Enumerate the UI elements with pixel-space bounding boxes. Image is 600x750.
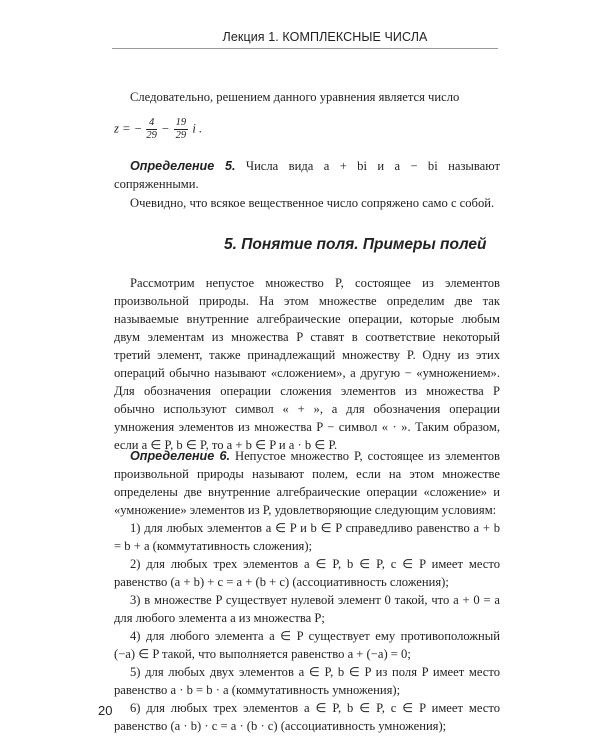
section-title: 5. Понятие поля. Примеры полей — [224, 236, 487, 253]
fraction-2-denominator: 29 — [175, 130, 187, 141]
fraction-2-numerator: 19 — [175, 117, 187, 128]
main-paragraph: Рассмотрим непустое множество P, состоящее из элементов произвольной природы. На этом множестве определим две так называемые внутренние алгебраические операции, которые любым двум элементам из множества P ставят в соответствие некоторый третий элемент, также принадлежащий множеству P. Одну из этих операций обычно называют «сложением», а другую − «умножением». Для обозначения операции сложения элементов из множества P обычно используют символ « + », а для обозначения операции умножения элементов из множества P − символ « · ». Таким образом, если a ∈ P, b ∈ P, то a + b ∈ P и a · b ∈ P. — [114, 276, 500, 452]
definition-6 — [114, 447, 500, 519]
formula-z — [114, 117, 202, 142]
intro-line: Следовательно, решением данного уравнения является число — [130, 90, 460, 104]
running-header: Лекция 1. КОМПЛЕКСНЫЕ ЧИСЛА — [222, 30, 428, 44]
definition-5 — [114, 157, 500, 193]
condition-2: 2) для любых трех элементов a ∈ P, b ∈ P, c ∈ P имеет место равенство (a + b) + c = a + (b + c) (ассоциативность сложения); — [114, 557, 500, 589]
formula-minus: − — [161, 121, 170, 136]
header-rule — [112, 48, 498, 49]
formula-tail: i . — [192, 121, 203, 136]
definition-5-body: Числа вида a + bi и a − bi называют сопряженными. — [114, 159, 500, 191]
definition-6-label: Определение 6. — [130, 449, 231, 463]
definition-5-label: Определение 5. — [130, 159, 236, 173]
fraction-1 — [146, 117, 157, 142]
condition-5: 5) для любых двух элементов a ∈ P, b ∈ P из поля P имеет место равенство a · b = b · a (коммутативность умножения); — [114, 665, 500, 697]
condition-3: 3) в множестве P существует нулевой элемент 0 такой, что a + 0 = a для любого элемента a из множества P; — [114, 593, 500, 625]
obvious-remark: Очевидно, что всякое вещественное число сопряжено само с собой. — [130, 196, 495, 210]
fraction-1-numerator: 4 — [146, 117, 157, 130]
fraction-2 — [174, 117, 189, 142]
condition-4: 4) для любого элемента a ∈ P существует ему противоположный (−a) ∈ P такой, что выполняется равенство a + (−a) = 0; — [114, 629, 500, 661]
condition-1: 1) для любых элементов a ∈ P и b ∈ P справедливо равенство a + b = b + a (коммутативность сложения); — [114, 521, 500, 553]
condition-6: 6) для любых трех элементов a ∈ P, b ∈ P, c ∈ P имеет место равенство (a · b) · c = a · (b · c) (ассоциативность умножения); — [114, 701, 500, 733]
definition-6-body: Непустое множество P, состоящее из элементов произвольной природы называют полем, если на этом множестве определены две внутренние алгебраические операции «сложение» и «умножение» элементов из P, удовлетворяющие следующим условиям: — [114, 449, 501, 517]
formula-lhs: z = − — [114, 121, 143, 136]
page-number: 20 — [98, 703, 113, 718]
fraction-1-denominator: 29 — [146, 130, 157, 141]
